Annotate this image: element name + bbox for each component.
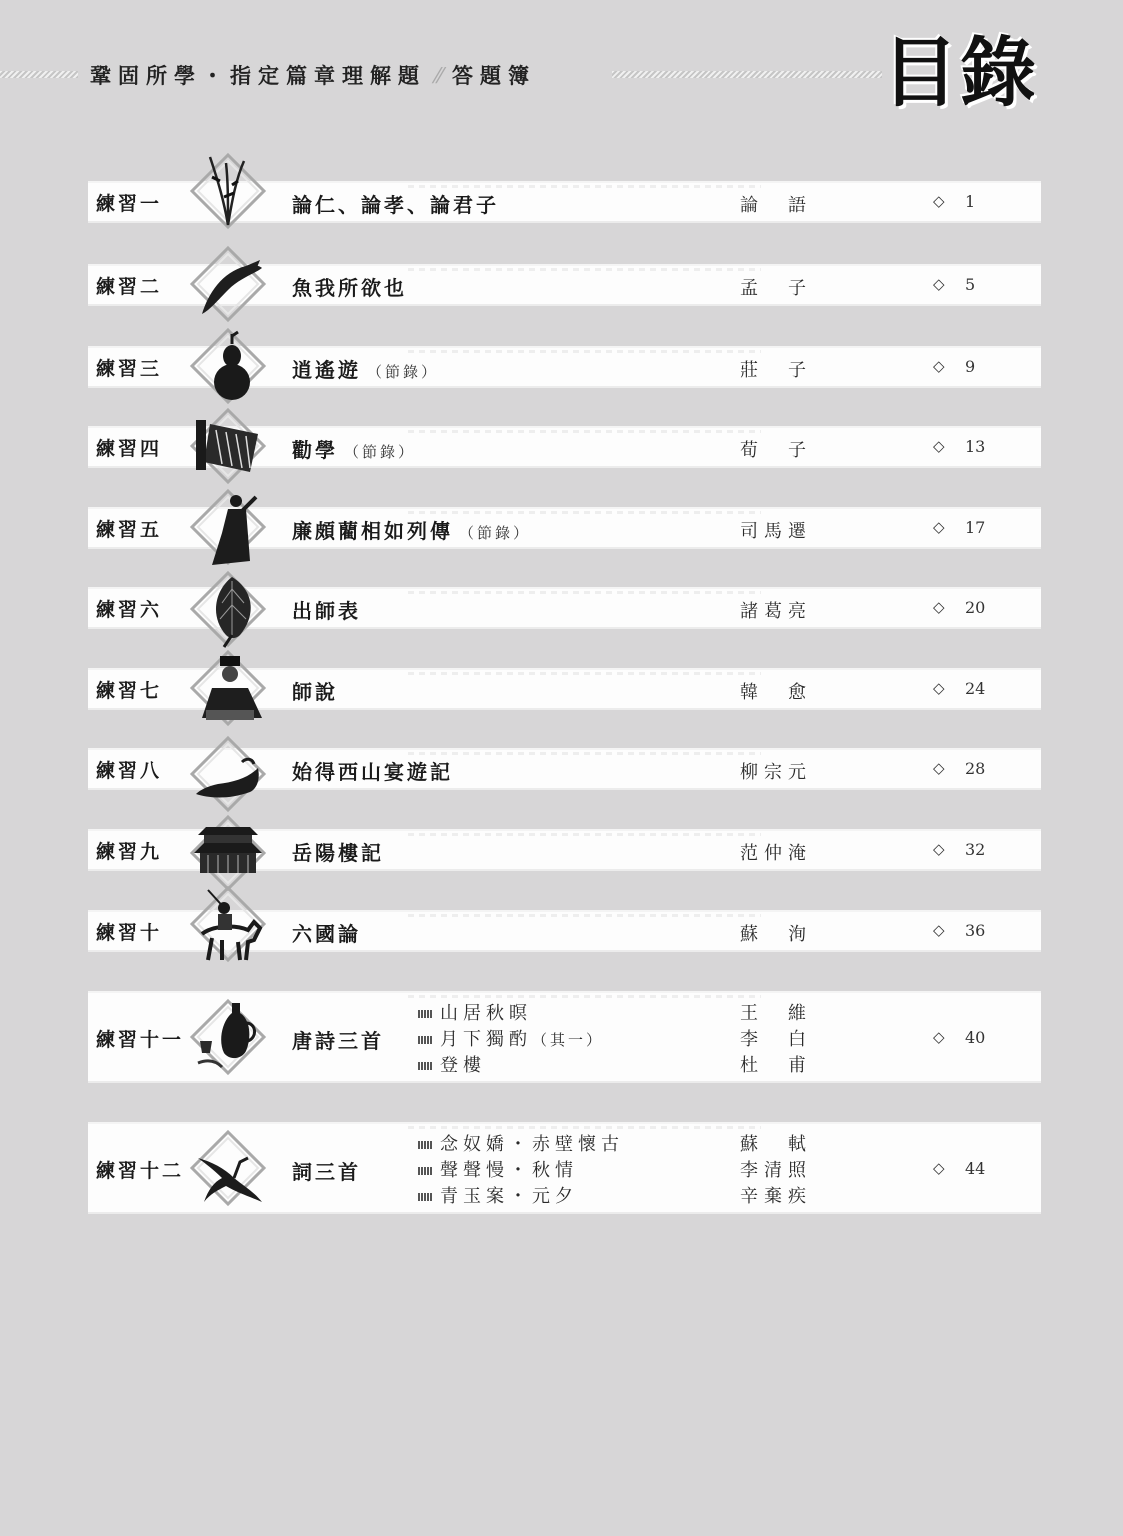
- page-number: 13: [965, 437, 986, 456]
- lesson-label: 練習九: [96, 841, 163, 863]
- horseman-icon: [188, 884, 268, 964]
- page-diamond-icon: ◇: [933, 1028, 945, 1046]
- sub-title-3: [418, 1182, 578, 1208]
- title-note: （節錄）: [344, 443, 417, 461]
- page-diamond-icon: ◇: [933, 759, 945, 777]
- bamboo-scroll-icon: [188, 406, 268, 486]
- title-text: 廉頗藺相如列傳: [292, 519, 453, 543]
- page-diamond-icon: ◇: [933, 275, 945, 293]
- lesson-author: 荀 子: [740, 440, 812, 461]
- page-diamond-icon: ◇: [933, 1159, 945, 1177]
- sub-title-text: 青玉案・元夕: [440, 1186, 578, 1207]
- lesson-author-1: 王 維: [740, 1003, 812, 1024]
- wine-jug-icon: [188, 997, 268, 1077]
- crane-icon: [188, 1128, 268, 1208]
- lesson-author-3: 辛棄疾: [740, 1186, 812, 1207]
- toc-row-11[interactable]: [88, 993, 1041, 1081]
- page-number: 28: [965, 759, 986, 778]
- lesson-label: 練習三: [96, 358, 163, 380]
- page-diamond-icon: ◇: [933, 518, 945, 536]
- header-right-stripe: [612, 71, 882, 78]
- title-text: 勸學: [292, 438, 338, 462]
- sub-title-text: 登樓: [440, 1055, 486, 1076]
- lesson-author: 韓 愈: [740, 682, 812, 703]
- lesson-label: 練習四: [96, 438, 163, 460]
- lesson-label: 練習一: [96, 193, 163, 215]
- lesson-author: 柳宗元: [740, 762, 812, 783]
- sub-title-text: 山居秋暝: [440, 1003, 532, 1024]
- gourd-icon: [188, 326, 268, 406]
- page-diamond-icon: ◇: [933, 192, 945, 210]
- page-diamond-icon: ◇: [933, 679, 945, 697]
- sub-title-text: 聲聲慢・秋情: [440, 1160, 578, 1181]
- lesson-title: 詞三首: [292, 1160, 361, 1184]
- lesson-title: 論仁、論孝、論君子: [292, 193, 499, 217]
- page-number: 24: [965, 679, 986, 698]
- pavilion-icon: [188, 813, 268, 893]
- lesson-label: 練習六: [96, 599, 163, 621]
- header-separator: ⁄⁄: [435, 64, 443, 88]
- sub-title-1: [418, 999, 532, 1025]
- toc-row-7[interactable]: [88, 670, 1041, 708]
- lesson-author: 諸葛亮: [740, 601, 812, 622]
- title-note: （節錄）: [367, 363, 440, 381]
- page-number: 36: [965, 921, 986, 940]
- title-note: （節錄）: [459, 524, 532, 542]
- toc-row-5[interactable]: [88, 509, 1041, 547]
- feather-fan-icon: [188, 569, 268, 649]
- bullet-icon: [418, 1010, 432, 1018]
- sub-title-2: [418, 1156, 578, 1182]
- lesson-author: 司馬遷: [740, 521, 812, 542]
- mountain-icon: [188, 734, 268, 814]
- lesson-title: 師說: [292, 680, 338, 704]
- bullet-icon: [418, 1036, 432, 1044]
- sub-title-note: （其一）: [532, 1031, 605, 1049]
- page-number: 17: [965, 518, 986, 537]
- teacher-icon: [188, 648, 268, 728]
- title-text: 逍遙遊: [292, 358, 361, 382]
- bullet-icon: [418, 1167, 432, 1175]
- toc-row-12[interactable]: [88, 1124, 1041, 1212]
- lesson-title: 岳陽樓記: [292, 841, 384, 865]
- toc-title: 目錄: [882, 28, 1038, 117]
- lesson-author: 孟 子: [740, 278, 812, 299]
- lesson-label: 練習二: [96, 276, 163, 298]
- toc-row-1[interactable]: [88, 183, 1041, 221]
- page-diamond-icon: ◇: [933, 921, 945, 939]
- bullet-icon: [418, 1193, 432, 1201]
- sub-title-2: [418, 1025, 604, 1051]
- toc-row-2[interactable]: [88, 266, 1041, 304]
- page-number: 44: [965, 1159, 986, 1178]
- scholar-figure-icon: [188, 487, 268, 567]
- lesson-title: [292, 515, 531, 544]
- orchid-icon: [188, 151, 268, 231]
- page-number: 9: [965, 357, 976, 376]
- page-number: 20: [965, 598, 986, 617]
- sub-title-text: 月下獨酌: [440, 1029, 532, 1050]
- toc-row-10[interactable]: [88, 912, 1041, 950]
- bullet-icon: [418, 1141, 432, 1149]
- lesson-author: 范仲淹: [740, 843, 812, 864]
- page-number: 5: [965, 275, 976, 294]
- lesson-label: 練習七: [96, 680, 163, 702]
- header-left-stripe: [0, 71, 78, 78]
- lesson-author: 莊 子: [740, 360, 812, 381]
- lesson-author-3: 杜 甫: [740, 1055, 812, 1076]
- lesson-title: 六國論: [292, 922, 361, 946]
- sub-title-1: [418, 1130, 624, 1156]
- toc-row-9[interactable]: [88, 831, 1041, 869]
- lesson-author-2: 李 白: [740, 1029, 812, 1050]
- page-number: 40: [965, 1028, 986, 1047]
- lesson-title: [292, 354, 439, 383]
- sub-title-3: [418, 1051, 486, 1077]
- lesson-label: 練習十: [96, 922, 163, 944]
- page-number: 32: [965, 840, 986, 859]
- lesson-title: 魚我所欲也: [292, 276, 407, 300]
- lesson-author: 論 語: [740, 195, 812, 216]
- toc-row-3[interactable]: [88, 348, 1041, 386]
- lesson-title: 唐詩三首: [292, 1029, 384, 1053]
- lesson-author-1: 蘇 軾: [740, 1134, 812, 1155]
- bullet-icon: [418, 1062, 432, 1070]
- lesson-title: 出師表: [292, 599, 361, 623]
- sub-title-text: 念奴嬌・赤壁懷古: [440, 1134, 624, 1155]
- page-diamond-icon: ◇: [933, 357, 945, 375]
- lesson-label: 練習八: [96, 760, 163, 782]
- lesson-label: 練習五: [96, 519, 163, 541]
- lesson-label: 練習十二: [96, 1160, 185, 1182]
- book-title: 答題簿: [452, 63, 536, 88]
- series-title: 鞏固所學・指定篇章理解題: [90, 63, 426, 88]
- toc-row-4[interactable]: [88, 428, 1041, 466]
- page-diamond-icon: ◇: [933, 437, 945, 455]
- lesson-title: 始得西山宴遊記: [292, 760, 453, 784]
- lesson-author-2: 李清照: [740, 1160, 812, 1181]
- toc-row-6[interactable]: [88, 589, 1041, 627]
- lesson-title: [292, 434, 416, 463]
- page-diamond-icon: ◇: [933, 840, 945, 858]
- page-number: 1: [965, 192, 976, 211]
- toc-row-8[interactable]: [88, 750, 1041, 788]
- header-title: [90, 60, 536, 90]
- fish-icon: [188, 244, 268, 324]
- lesson-label: 練習十一: [96, 1029, 185, 1051]
- lesson-author: 蘇 洵: [740, 924, 812, 945]
- page-diamond-icon: ◇: [933, 598, 945, 616]
